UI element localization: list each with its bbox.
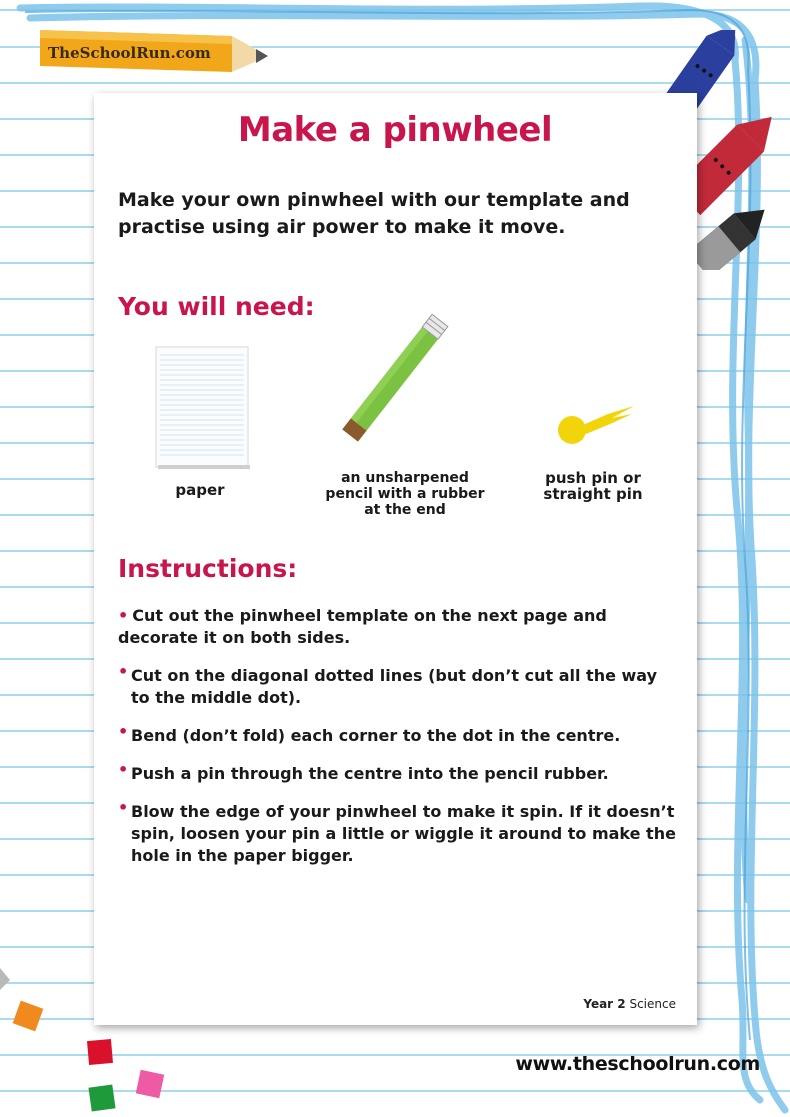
item-label-pencil: an unsharpened pencil with a rubber at the end <box>325 470 485 518</box>
push-pin-icon <box>552 400 642 450</box>
instruction-text: Push a pin through the centre into the pencil rubber. <box>131 764 609 783</box>
instructions-heading: Instructions: <box>118 554 298 583</box>
instruction-step <box>118 798 678 867</box>
instruction-text: Cut out the pinwheel template on the next page and decorate it on both sides. <box>118 606 607 647</box>
page-title: Make a pinwheel <box>237 110 553 150</box>
website-link[interactable]: www.theschoolrun.com <box>515 1053 760 1075</box>
bullet-icon: • <box>118 760 129 779</box>
instruction-step <box>118 605 678 649</box>
you-will-need-heading: You will need: <box>118 292 315 321</box>
theschoolrun-logo <box>36 22 276 80</box>
pencil-icon <box>336 300 456 460</box>
item-label-pin: push pin or straight pin <box>543 469 643 503</box>
instruction-step <box>118 760 678 785</box>
subject-label: Science <box>629 997 676 1011</box>
instruction-list <box>118 605 678 883</box>
year-subject-label <box>560 997 676 1011</box>
bullet-icon: • <box>118 662 129 681</box>
year-label: Year 2 <box>583 997 626 1011</box>
bullet-icon: • <box>118 722 129 741</box>
lined-paper-icon <box>154 345 250 469</box>
item-label-paper: paper <box>175 481 225 499</box>
instruction-text: Bend (don’t fold) each corner to the dot in the centre. <box>131 726 621 745</box>
bullet-icon: • <box>118 606 129 625</box>
instruction-step <box>118 722 678 747</box>
instruction-text: Cut on the diagonal dotted lines (but don’t cut all the way to the middle dot). <box>131 666 658 707</box>
bullet-icon: • <box>118 798 129 817</box>
logo-text: TheSchoolRun.com <box>48 44 211 62</box>
intro-text: Make your own pinwheel with our template and practise using air power to make it move. <box>118 189 630 238</box>
instruction-text: Blow the edge of your pinwheel to make it spin. If it doesn’t spin, loosen your pin a little or wiggle it around to make the hole in the paper bigger. <box>131 802 676 865</box>
instruction-step <box>118 662 678 709</box>
